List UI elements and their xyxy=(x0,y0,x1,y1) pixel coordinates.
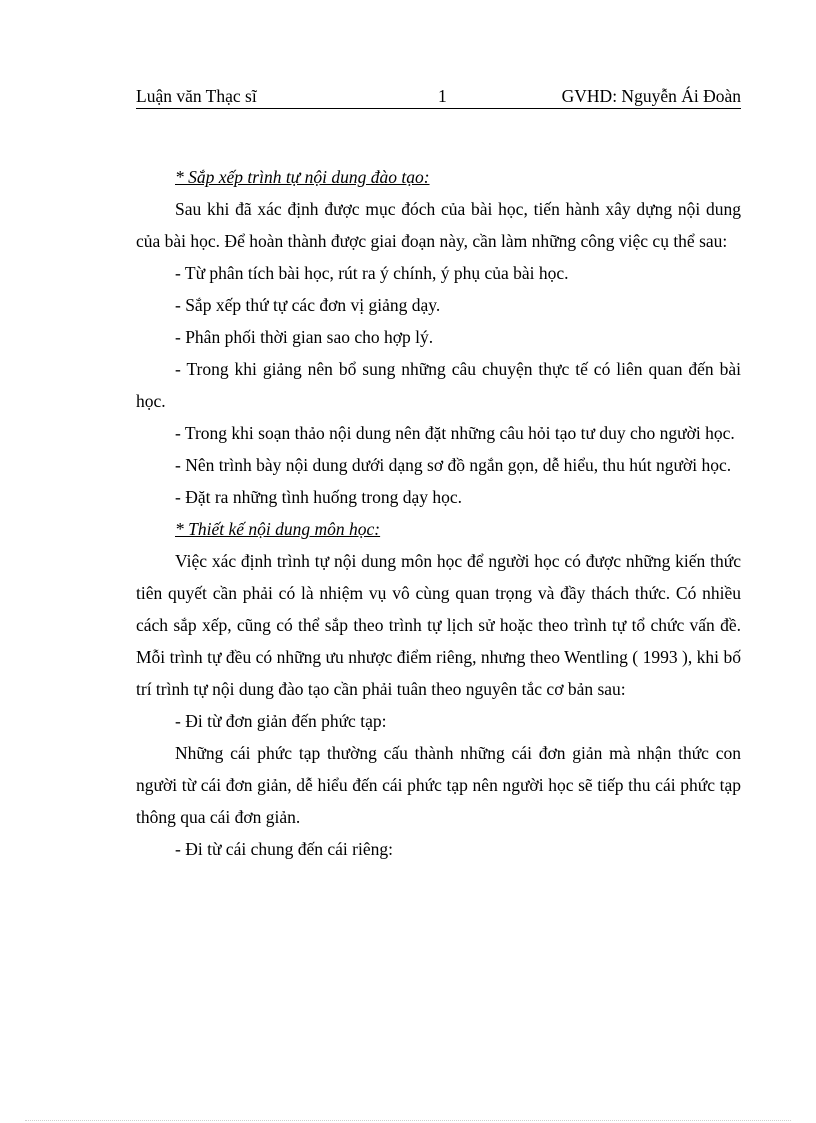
paragraph-simple-to-complex: Những cái phức tạp thường cấu thành những cái đơn giản mà nhận thức con người từ cái đơn giản, dễ hiểu đến cái phức tạp nên người học sẽ tiếp thu cái phức tạp thông qua cái đơn giản. xyxy=(136,743,741,827)
list-item: - Sắp xếp thứ tự các đơn vị giảng dạy. xyxy=(175,295,441,315)
document-body xyxy=(136,161,741,865)
page-number: 1 xyxy=(438,86,447,106)
paragraph-intro: Sau khi đã xác định được mục đóch của bài học, tiến hành xây dựng nội dung của bài học. Để hoàn thành được giai đoạn này, cần làm những công việc cụ thể sau: xyxy=(136,199,741,251)
header-thesis-title: Luận văn Thạc sĩ xyxy=(136,86,257,106)
list-item: - Từ phân tích bài học, rút ra ý chính, ý phụ của bài học. xyxy=(175,263,569,283)
paragraph-design: Việc xác định trình tự nội dung môn học để người học có được những kiến thức tiên quyết cần phải có là nhiệm vụ vô cùng quan trọng và đầy thách thức. Có nhiều cách sắp xếp, cũng có thể sắp theo trình tự lịch sử hoặc theo trình tự tổ chức vấn đề. Mỗi trình tự đều có những ưu nhược điểm riêng, nhưng theo Wentling ( 1993 ), khi bố trí trình tự nội dung đào tạo cần phải tuân theo nguyên tắc cơ bản sau: xyxy=(136,551,741,699)
section-heading-sequence: * Sắp xếp trình tự nội dung đào tạo: xyxy=(175,167,430,187)
list-item: - Đặt ra những tình huống trong dạy học. xyxy=(175,487,462,507)
list-item: - Trong khi giảng nên bổ sung những câu chuyện thực tế có liên quan đến bài học. xyxy=(136,359,741,411)
page-bottom-divider xyxy=(25,1120,791,1121)
list-item: - Đi từ cái chung đến cái riêng: xyxy=(175,839,393,859)
section-heading-design: * Thiết kế nội dung môn học: xyxy=(175,519,381,539)
list-item: - Đi từ đơn giản đến phức tạp: xyxy=(175,711,387,731)
page-header xyxy=(136,86,741,109)
list-item: - Phân phối thời gian sao cho hợp lý. xyxy=(175,327,434,347)
list-item: - Nên trình bày nội dung dưới dạng sơ đồ ngắn gọn, dễ hiểu, thu hút người học. xyxy=(175,455,732,475)
list-item: - Trong khi soạn thảo nội dung nên đặt những câu hỏi tạo tư duy cho người học. xyxy=(175,423,735,443)
header-advisor: GVHD: Nguyễn Ái Đoàn xyxy=(561,86,741,106)
